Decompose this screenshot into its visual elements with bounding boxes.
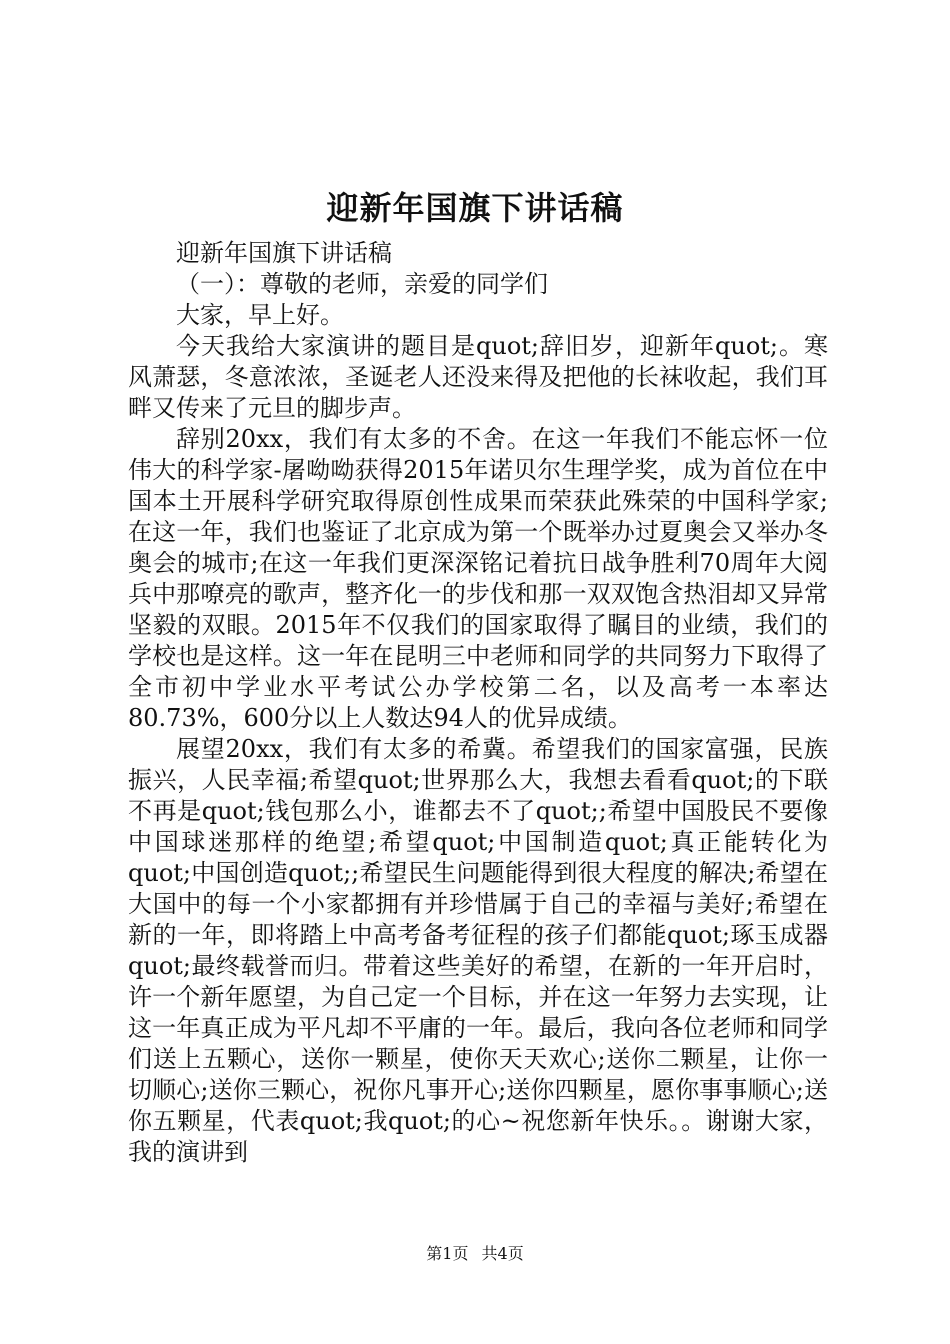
document-body	[128, 238, 828, 1168]
page-footer	[0, 1244, 950, 1264]
paragraph-looking-ahead: 展望20xx，我们有太多的希冀。希望我们的国家富强，民族振兴，人民幸福;希望quot;世界那么大，我想去看看quot;的下联不再是quot;钱包那么小，谁都去不了quot;;希望中国股民不要像中国球迷那样的绝望;希望quot;中国制造quot;真正能转化为quot;中国创造quot;;希望民生问题能得到很大程度的解决;希望在大国中的每一个小家都拥有并珍惜属于自己的幸福与美好;希望在新的一年，即将踏上中高考备考征程的孩子们都能quot;琢玉成器quot;最终载誉而归。带着这些美好的希望，在新的一年开启时，许一个新年愿望，为自己定一个目标，并在这一年努力去实现，让这一年真正成为平凡却不平庸的一年。最后，我向各位老师和同学们送上五颗心，送你一颗星，使你天天欢心;送你二颗星，让你一切顺心;送你三颗心，祝你凡事开心;送你四颗星，愿你事事顺心;送你五颗星，代表quot;我quot;的心~祝您新年快乐。。谢谢大家，我的演讲到	[128, 735, 828, 1166]
page-number: 第1页	[426, 1244, 469, 1263]
paragraph-intro: 今天我给大家演讲的题目是quot;辞旧岁，迎新年quot;。寒风萧瑟，冬意浓浓，圣诞老人还没来得及把他的长袜收起，我们耳畔又传来了元旦的脚步声。	[128, 332, 828, 422]
document-title: 迎新年国旗下讲话稿	[326, 189, 624, 227]
paragraph-salutation: （一）：尊敬的老师，亲爱的同学们	[176, 270, 548, 298]
paragraph-subtitle: 迎新年国旗下讲话稿	[176, 239, 392, 267]
paragraph-farewell-year: 辞别20xx，我们有太多的不舍。在这一年我们不能忘怀一位伟大的科学家-屠呦呦获得2015年诺贝尔生理学奖，成为首位在中国本土开展科学研究取得原创性成果而荣获此殊荣的中国科学家;在这一年，我们也鉴证了北京成为第一个既举办过夏奥会又举办冬奥会的城市;在这一年我们更深深铭记着抗日战争胜利70周年大阅兵中那嘹亮的歌声，整齐化一的步伐和那一双双饱含热泪却又异常坚毅的双眼。2015年不仅我们的国家取得了瞩目的业绩，我们的学校也是这样。这一年在昆明三中老师和同学的共同努力下取得了全市初中学业水平考试公办学校第二名，以及高考一本率达80.73%，600分以上人数达94人的优异成绩。	[128, 425, 828, 732]
paragraph-greeting: 大家，早上好。	[176, 301, 344, 329]
page-total: 共4页	[481, 1244, 524, 1263]
